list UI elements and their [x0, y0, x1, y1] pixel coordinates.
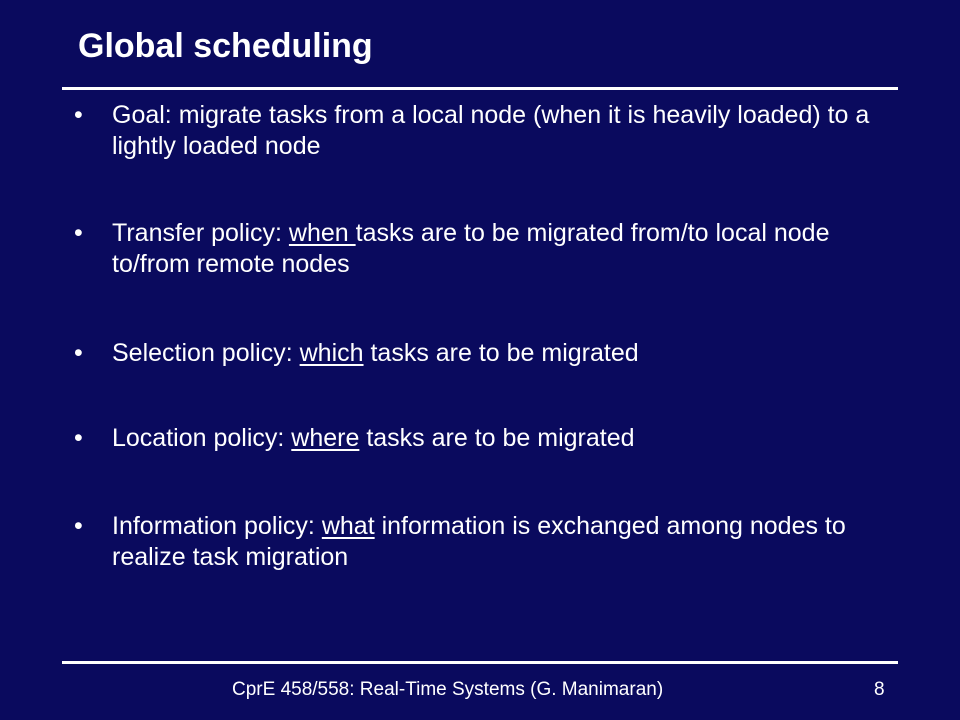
title-divider	[62, 87, 898, 90]
bullet-marker: •	[74, 101, 83, 129]
bullet-rest: information is exchanged among nodes to realize task migration	[112, 512, 846, 571]
bullet-marker: •	[74, 339, 83, 367]
bullet-keyword: what	[321, 512, 375, 540]
footer-divider	[62, 661, 898, 664]
bullet-text: Goal: migrate tasks from a local node (when it is heavily loaded) to a lightly loaded node	[112, 101, 870, 160]
bullet-transfer-policy	[70, 218, 900, 280]
bullet-selection-policy	[70, 338, 639, 369]
bullet-keyword: where	[291, 424, 360, 452]
bullet-lead: Information policy:	[112, 512, 322, 540]
slide-footer: CprE 458/558: Real-Time Systems (G. Manimaran)	[232, 679, 664, 700]
bullet-information-policy	[70, 511, 900, 573]
bullet-keyword: which	[299, 339, 364, 367]
bullet-rest: tasks are to be migrated	[363, 339, 639, 367]
bullet-lead: Location policy:	[112, 424, 292, 452]
slide-title: Global scheduling	[78, 27, 373, 65]
bullet-keyword: when	[288, 219, 356, 247]
bullet-rest: tasks are to be migrated	[359, 424, 635, 452]
bullet-marker: •	[74, 424, 83, 452]
bullet-marker: •	[74, 512, 83, 540]
bullet-rest: tasks are to be migrated from/to local node to/from remote nodes	[112, 219, 830, 278]
bullet-lead: Selection policy:	[112, 339, 300, 367]
bullet-goal	[70, 100, 900, 162]
bullet-location-policy	[70, 423, 635, 454]
page-number: 8	[874, 679, 885, 700]
bullet-marker: •	[74, 219, 83, 247]
bullet-lead: Transfer policy:	[112, 219, 289, 247]
